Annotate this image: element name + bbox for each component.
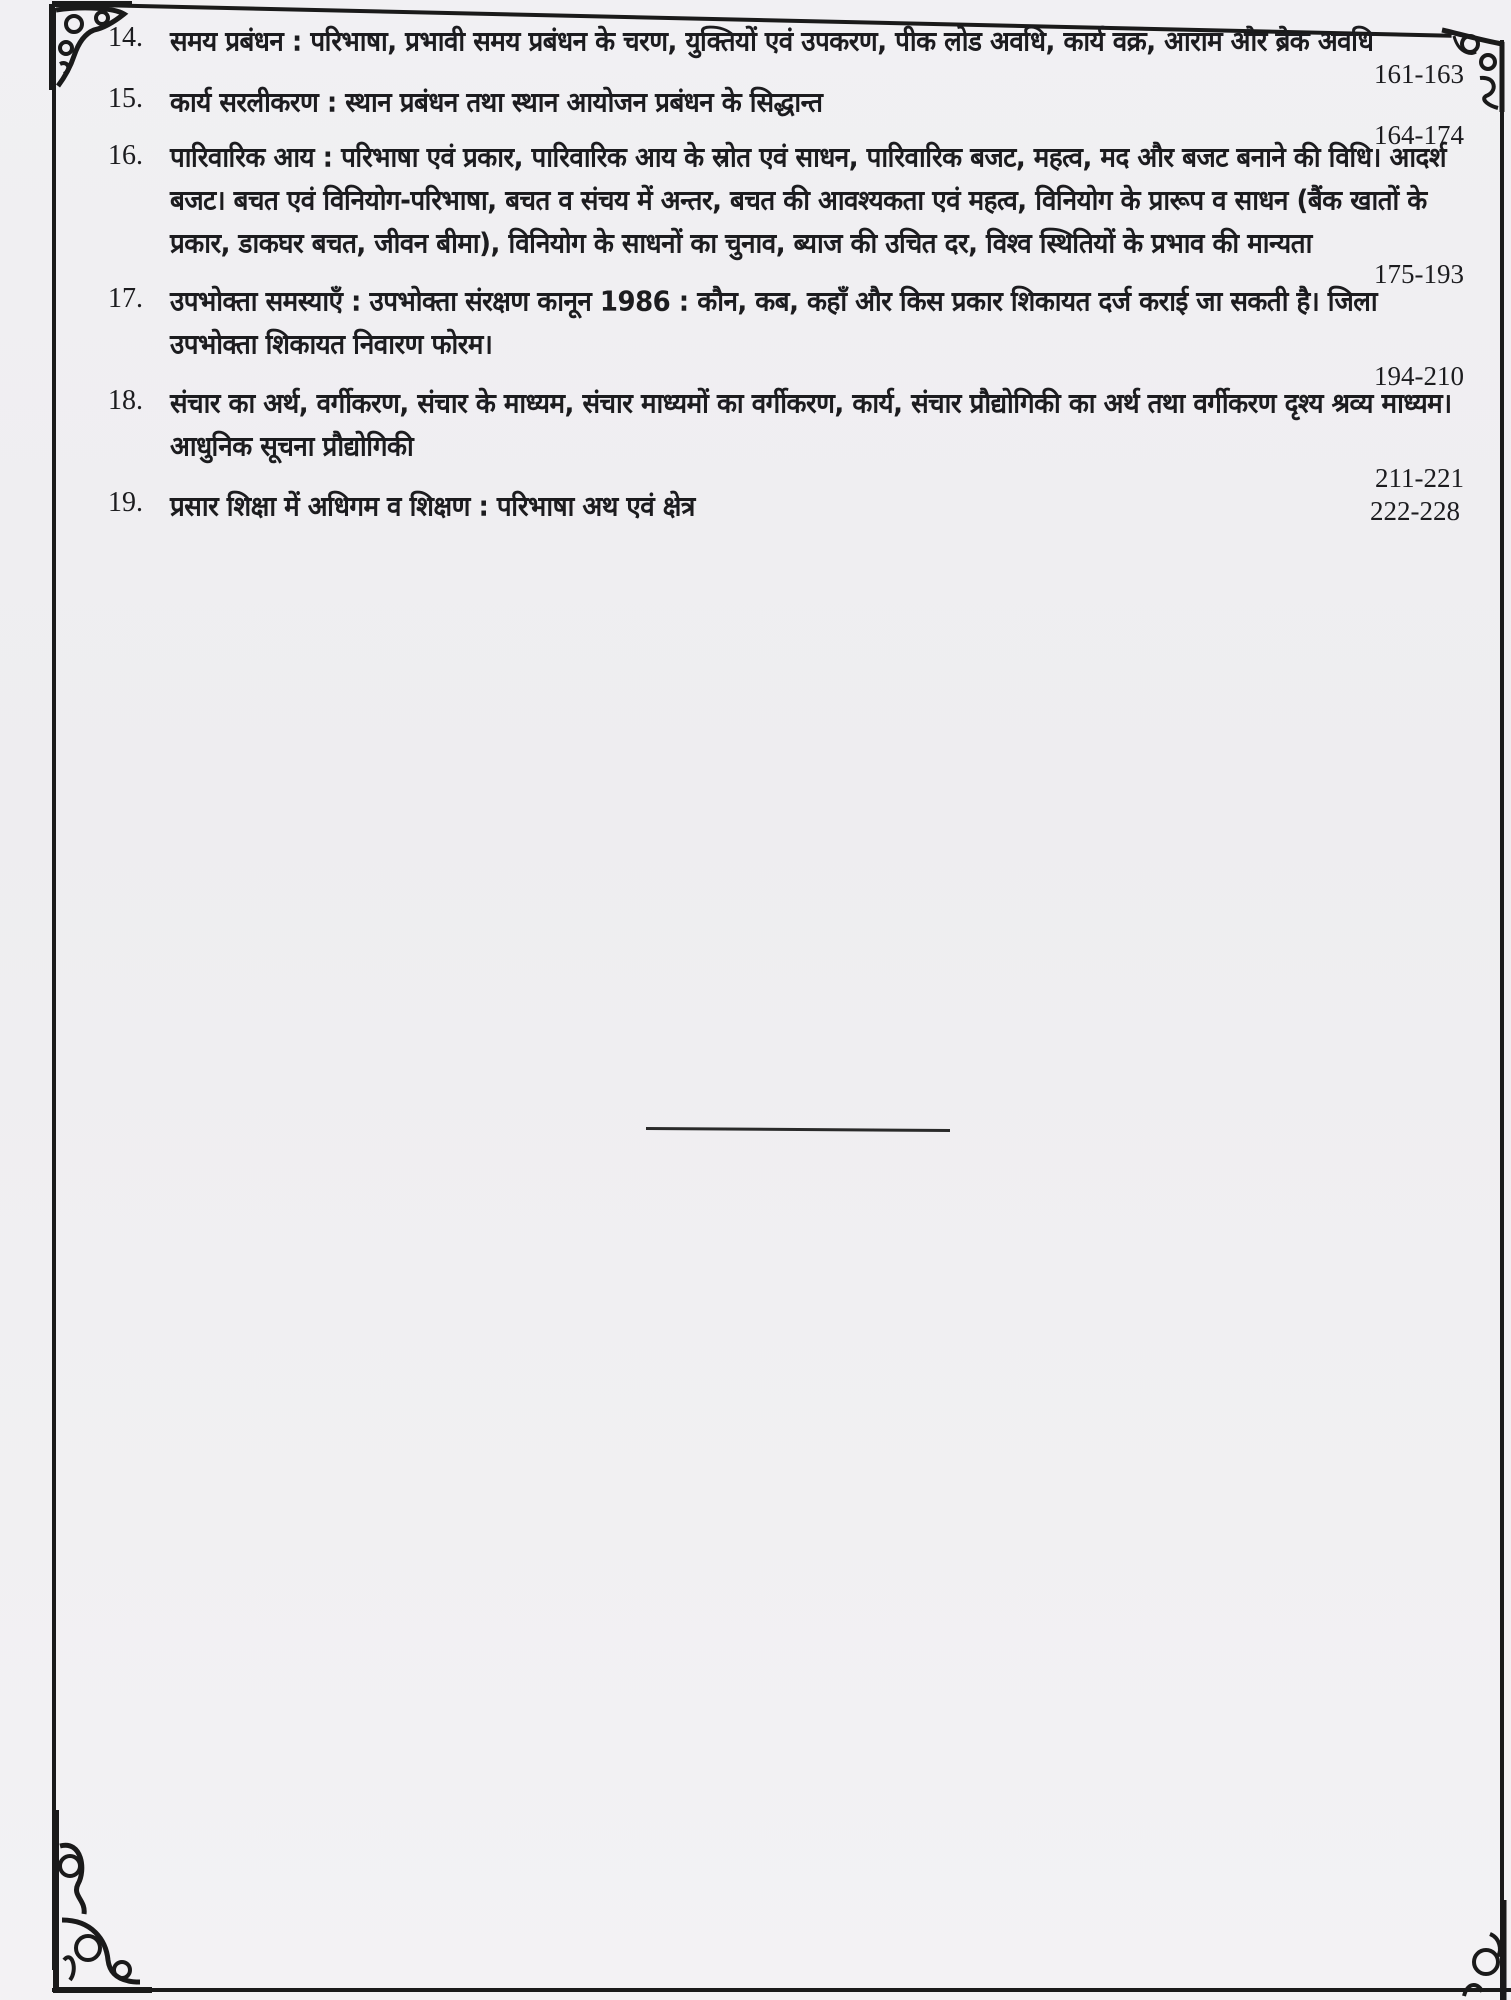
entry-pages: 161-163 (1374, 59, 1464, 89)
entry-pages: 194-210 (1374, 361, 1464, 391)
toc-entry-16 (108, 140, 1468, 289)
entry-text: संचार का अर्थ, वर्गीकरण, संचार के माध्यम, संचार माध्यमों का वर्गीकरण, कार्य, संचार प्रौद्योगिकी का अर्थ तथा वर्गीकरण दृश्य श्रव्य माध्यम। आधुनिक सूचना प्रौद्योगिकी (170, 388, 1452, 463)
entry-text: प्रसार शिक्षा में अधिगम व शिक्षण : परिभाषा अथ एवं क्षेत्र (170, 491, 695, 523)
toc-list (108, 22, 1468, 528)
entry-text: उपभोक्ता समस्याएँ : उपभोक्ता संरक्षण कानून 1986 : कौन, कब, कहाँ और किस प्रकार शिकायत दर्ज कराई जा सकती है। जिला उपभोक्ता शिकायत निवारण फोरम। (170, 286, 1378, 361)
entry-number: 18. (108, 385, 143, 416)
ornament-corner-bottom-left-icon (52, 1810, 152, 1995)
entry-pages: 175-193 (1374, 259, 1464, 289)
entry-number: 15. (108, 83, 143, 114)
entry-number: 16. (108, 140, 143, 171)
entry-text: समय प्रबंधन : परिभाषा, प्रभावी समय प्रबंधन के चरण, युक्तियों एवं उपकरण, पीक लोड अवधि, कार्य वक्र, आराम और ब्रेक अवधि (170, 26, 1374, 58)
entry-number: 19. (108, 487, 143, 518)
entry-text: कार्य सरलीकरण : स्थान प्रबंधन तथा स्थान आयोजन प्रबंधन के सिद्धान्त (170, 87, 823, 119)
entry-pages: 164-174 (1374, 120, 1464, 150)
toc-entry-18 (108, 385, 1468, 493)
border-right (1500, 40, 1504, 2000)
entry-number: 14. (108, 22, 143, 53)
bleed-through-text (80, 700, 1480, 1900)
entry-pages: 211-221 (1375, 463, 1464, 493)
ornament-corner-bottom-right-icon (1460, 1900, 1511, 2000)
toc-entry-17 (108, 283, 1468, 391)
toc-entry-19 (108, 487, 1468, 528)
entry-number: 17. (108, 283, 143, 314)
border-left (52, 8, 56, 1970)
entry-text: पारिवारिक आय : परिभाषा एवं प्रकार, पारिवारिक आय के स्रोत एवं साधन, पारिवारिक बजट, महत्व, मद और बजट बनाने की विधि। आदर्श बजट। बचत एवं विनियोग-परिभाषा, बचत व संचय में अन्तर, बचत की आवश्यकता एवं महत्व, विनियोग के प्रारूप व साधन (बैंक खातों के प्रकार, डाकघर बचत, जीवन बीमा), विनियोग के साधनों का चुनाव, ब्याज की उचित दर, विश्व स्थितियों के प्रभाव की मान्यता (170, 142, 1447, 260)
toc-entry-14 (108, 22, 1468, 89)
border-bottom (52, 1988, 1511, 1992)
entry-pages: 222-228 (1370, 496, 1460, 526)
